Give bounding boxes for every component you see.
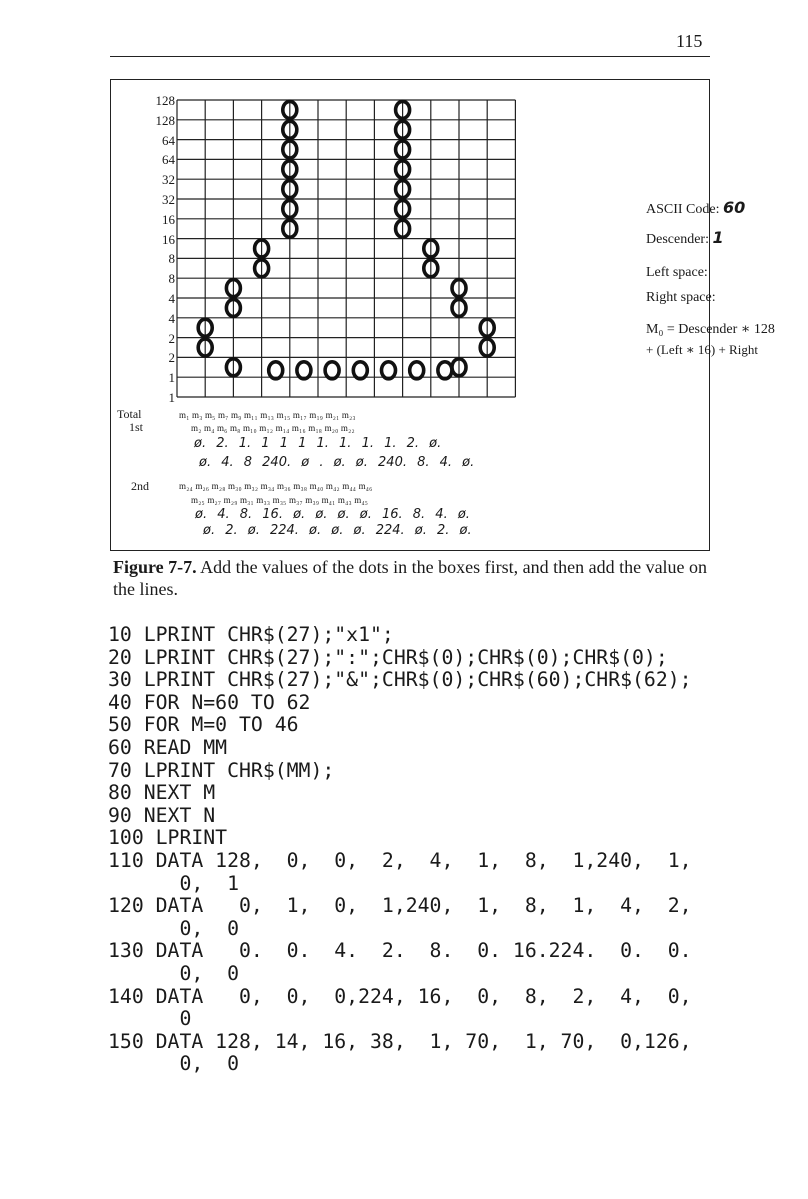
first-label: 1st	[129, 420, 144, 434]
matrix-dot	[438, 362, 452, 379]
code-line: 0, 0	[108, 1052, 240, 1076]
row-value-label: 2	[168, 350, 175, 366]
header-rule	[110, 56, 710, 57]
figure-box	[110, 79, 775, 551]
code-line: 90 NEXT N	[108, 803, 216, 827]
code-line: 0, 1	[108, 871, 240, 895]
second-m-row-2: m₂₅ m₂₇ m₂₉ m₃₁ m₃₃ m₃₅ m₃₇ m₃₉ m₄₁ m₄₃ m₄₅	[191, 495, 369, 505]
code-line: 0, 0	[108, 961, 240, 985]
row-value-label: 4	[168, 291, 175, 306]
code-line: 20 LPRINT CHR$(27);":";CHR$(0);CHR$(0);CHR$(0);	[108, 645, 668, 669]
row-value-label: 128	[155, 93, 175, 108]
code-line: 110 DATA 128, 0, 0, 2, 4, 1, 8, 1,240, 1,	[108, 848, 692, 872]
code-line: 0, 0	[108, 916, 240, 940]
code-line: 130 DATA 0. 0. 4. 2. 8. 0. 16.224. 0. 0.	[108, 939, 692, 963]
code-line: 100 LPRINT	[108, 826, 228, 850]
code-line: 50 FOR M=0 TO 46	[108, 713, 299, 737]
page-number: 115	[676, 31, 703, 51]
caption-text: Add the values of the dots in the boxes first, and then add the value on the lines.	[113, 557, 708, 599]
ascii-code-value: 60	[723, 198, 746, 217]
matrix-dot	[297, 362, 311, 379]
code-line: 70 LPRINT CHR$(MM);	[108, 758, 335, 782]
descender-label: Descender:	[646, 232, 709, 247]
formula-line-1: M₀ = Descender ∗ 128	[646, 322, 775, 337]
second-label: 2nd	[131, 479, 149, 493]
basic-program-listing	[108, 624, 692, 1076]
second-handwritten-row-1: ø. 4. 8. 16. ø. ø. ø. ø. 16. 8. 4. ø.	[195, 507, 470, 522]
first-handwritten-row-1: ø. 2. 1. 1 1 1 1. 1. 1. 1. 2. ø.	[194, 436, 442, 451]
row-value-label: 8	[168, 251, 175, 267]
first-m-row: m₂ m₄ m₆ m₈ m₁₀ m₁₂ m₁₄ m₁₆ m₁₈ m₂₀ m₂₂	[191, 423, 355, 433]
row-value-label: 1	[168, 370, 175, 386]
row-value-label: 32	[162, 172, 175, 188]
row-value-label: 4	[168, 310, 175, 326]
total-m-row: m₁ m₃ m₅ m₇ m₉ m₁₁ m₁₃ m₁₅ m₁₇ m₁₉ m₂₁ m₂₃	[179, 410, 356, 420]
matrix-dot	[382, 362, 396, 379]
second-handwritten-row-2: ø. 2. ø. 224. ø. ø. ø. 224. ø. 2. ø.	[203, 523, 472, 538]
code-line: 30 LPRINT CHR$(27);"&";CHR$(0);CHR$(60);CHR$(62);	[108, 668, 692, 692]
descender-value: 1	[712, 228, 724, 247]
row-value-label: 32	[162, 192, 175, 207]
row-value-label: 64	[162, 132, 175, 148]
row-value-label: 8	[168, 271, 175, 287]
formula-line-2: + (Left ∗ 16) + Right	[646, 342, 758, 357]
second-m-row-1: m₂₄ m₂₆ m₂₈ m₃₀ m₃₂ m₃₄ m₃₆ m₃₈ m₄₀ m₄₂ m₄₄ m₄₆	[179, 481, 373, 491]
ascii-code-label: ASCII Code:	[646, 202, 720, 217]
code-line: 0	[108, 1007, 192, 1031]
left-space-label: Left space:	[646, 265, 708, 280]
code-line: 10 LPRINT CHR$(27);"x1";	[108, 623, 394, 646]
figure-caption	[113, 556, 713, 600]
row-value-label: 64	[162, 152, 175, 168]
dot-matrix-grid	[111, 80, 709, 550]
code-line: 150 DATA 128, 14, 16, 38, 1, 70, 1, 70, 0,126,	[108, 1029, 692, 1053]
code-line: 80 NEXT M	[108, 781, 216, 805]
matrix-dot	[410, 362, 424, 379]
ascii-code-line	[646, 200, 745, 218]
row-value-label: 2	[168, 330, 175, 346]
caption-label: Figure 7-7.	[113, 557, 197, 577]
matrix-dot	[325, 362, 339, 379]
row-value-label: 16	[162, 211, 175, 227]
code-line: 60 READ MM	[108, 735, 228, 759]
first-handwritten-row-2: ø. 4. 8 240. ø . ø. ø. 240. 8. 4. ø.	[199, 455, 475, 470]
total-label: Total	[117, 407, 142, 421]
code-line: 40 FOR N=60 TO 62	[108, 690, 311, 714]
descender-line	[646, 230, 724, 248]
right-space-label: Right space:	[646, 290, 716, 305]
code-line: 140 DATA 0, 0, 0,224, 16, 0, 8, 2, 4, 0,	[108, 984, 692, 1008]
code-line: 120 DATA 0, 1, 0, 1,240, 1, 8, 1, 4, 2,	[108, 894, 692, 918]
matrix-dot	[353, 362, 367, 379]
matrix-dot	[269, 362, 283, 379]
row-value-label: 128	[155, 112, 175, 128]
row-value-label: 1	[168, 390, 175, 405]
row-value-label: 16	[162, 231, 175, 247]
